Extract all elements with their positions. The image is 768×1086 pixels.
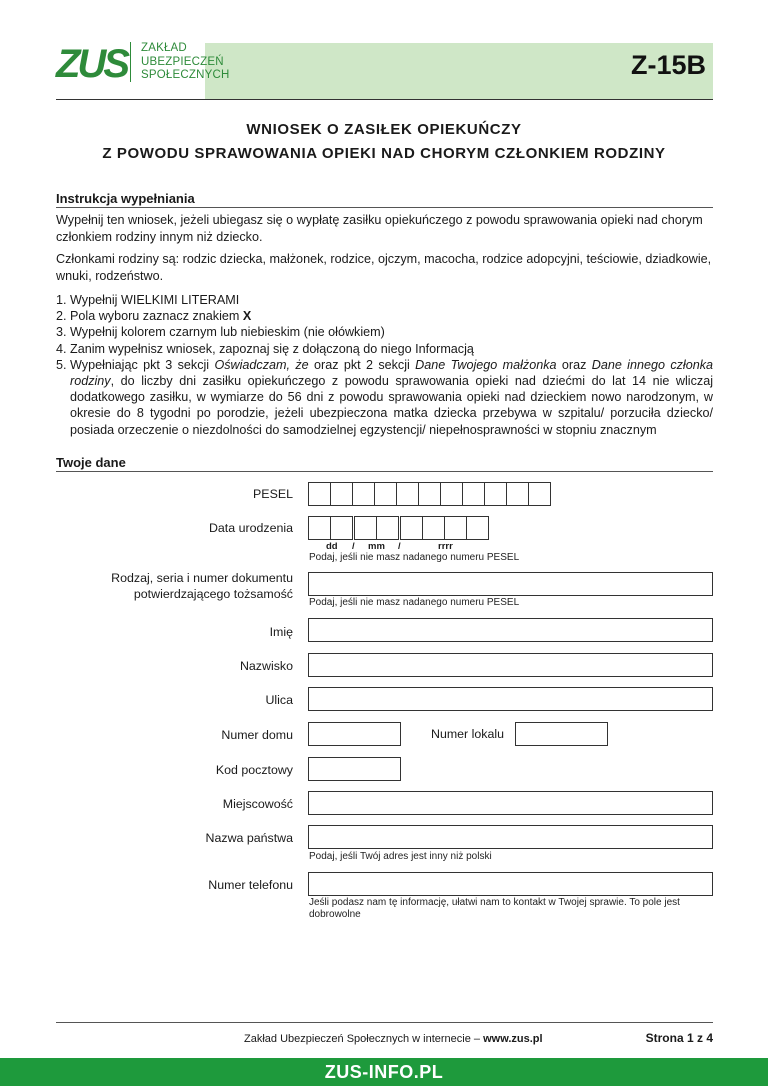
instructions-divider: [56, 207, 713, 208]
pesel-digit-cell[interactable]: [506, 482, 529, 506]
svg-text:ZUS: ZUS: [56, 42, 127, 86]
your-data-divider: [56, 471, 713, 472]
step-1: [56, 292, 713, 308]
city-label: Miejscowość: [222, 797, 293, 811]
step-text: Wypełnij kolorem czarnym lub niebieskim (nie ołówkiem): [70, 325, 385, 340]
date-format-mm: mm: [368, 541, 385, 552]
logo-text: [141, 42, 229, 83]
phone-label: Numer telefonu: [208, 878, 293, 892]
date-format-separator: /: [398, 541, 401, 552]
your-data-heading: Twoje dane: [56, 455, 126, 470]
id-document-input[interactable]: [308, 572, 713, 596]
id-document-label-line-2: potwierdzającego tożsamość: [133, 587, 293, 601]
instructions-paragraph-2: Członkami rodziny są: rodzic dziecka, małżonek, rodzice, ojczym, macocha, rodzice adopcyjni, teściowie, dziadkowie, wnuki, rodzeństwo.: [56, 252, 712, 283]
pesel-input[interactable]: [308, 482, 550, 506]
pesel-digit-cell[interactable]: [440, 482, 463, 506]
step-text: , do liczby dni zasiłku opiekuńczego z powodu sprawowania opieki nad dziećmi do lat 14 nie wliczaj dodatkowego zasiłku, w wymiarze do 56 dni z powodu sprawowania opieki nad dzieckiem nowo narodzonym, w okresie do 8 tygodni po porodzie, jeżeli ubezpieczona matka dziecka przebywa w szpitalu/ porzuciła dziecko/ posiada orzeczenie o niezdolności do samodzielnej egzystencji/ niepełnosprawności w stopniu znacznym: [70, 374, 713, 437]
instructions-heading: Instrukcja wypełniania: [56, 191, 195, 206]
header-divider: [56, 99, 713, 100]
logo-line-1: ZAKŁAD: [141, 42, 187, 54]
form-title-line-2: Z POWODU SPRAWOWANIA OPIEKI NAD CHORYM CZŁONKIEM RODZINY: [102, 145, 666, 162]
surname-label: Nazwisko: [239, 659, 293, 673]
form-title-line-1: WNIOSEK O ZASIŁEK OPIEKUŃCZY: [246, 121, 522, 138]
footer-text: [244, 1033, 543, 1045]
birth-year-cell[interactable]: [466, 516, 489, 540]
pesel-digit-cell[interactable]: [396, 482, 419, 506]
pesel-digit-cell[interactable]: [330, 482, 353, 506]
logo-divider: [130, 42, 131, 82]
id-document-label-line-1: Rodzaj, seria i numer dokumentu: [111, 571, 293, 585]
step-number: 1.: [56, 293, 67, 307]
step-5: [56, 357, 713, 438]
phone-hint-line-2: dobrowolne: [309, 909, 361, 920]
flat-number-label: Numer lokalu: [431, 727, 504, 741]
birth-date-hint: Podaj, jeśli nie masz nadanego numeru PESEL: [309, 552, 520, 563]
birth-year-cell[interactable]: [444, 516, 467, 540]
step-text-italic: Dane Twojego małżonka: [415, 357, 557, 372]
pesel-digit-cell[interactable]: [308, 482, 331, 506]
logo-line-2: UBEZPIECZEŃ: [141, 55, 224, 68]
id-document-hint: Podaj, jeśli nie masz nadanego numeru PESEL: [309, 597, 520, 608]
birth-month-cell[interactable]: [354, 516, 377, 540]
birth-month-cell[interactable]: [376, 516, 399, 540]
footer-divider: [56, 1022, 713, 1023]
zus-logo-icon: [56, 41, 127, 86]
first-name-input[interactable]: [308, 618, 713, 642]
step-text: Zanim wypełnisz wniosek, zapoznaj się z dołączoną do niego Informacją: [70, 341, 474, 356]
flat-number-input[interactable]: [515, 722, 608, 746]
pesel-digit-cell[interactable]: [528, 482, 551, 506]
page-number: Strona 1 z 4: [645, 1031, 713, 1045]
step-2: [56, 308, 713, 324]
watermark-banner: ZUS-INFO.PL: [0, 1058, 768, 1086]
footer-url-link[interactable]: www.zus.pl: [483, 1033, 543, 1045]
instructions-paragraph-1: Wypełnij ten wniosek, jeżeli ubiegasz się o wypłatę zasiłku opiekuńczego z powodu sprawowania opieki nad chorym członkiem rodziny innym niż dziecko.: [56, 213, 703, 244]
birth-day-cell[interactable]: [330, 516, 353, 540]
step-text: Wypełniając pkt 3 sekcji: [70, 357, 215, 372]
postcode-input[interactable]: [308, 757, 401, 781]
phone-hint: [309, 897, 680, 921]
pesel-digit-cell[interactable]: [374, 482, 397, 506]
birth-year-cell[interactable]: [422, 516, 445, 540]
country-input[interactable]: [308, 825, 713, 849]
country-hint: Podaj, jeśli Twój adres jest inny niż polski: [309, 851, 492, 862]
step-text: oraz pkt 2 sekcji: [308, 357, 416, 372]
instructions-steps: [56, 292, 713, 438]
pesel-digit-cell[interactable]: [352, 482, 375, 506]
step-4: [56, 341, 713, 357]
date-format-yyyy: rrrr: [438, 541, 453, 552]
logo-line-3: SPOŁECZNYCH: [141, 69, 230, 81]
date-format-separator: /: [352, 541, 355, 552]
step-text-italic: Oświadczam, że: [214, 357, 309, 372]
step-text: oraz: [556, 357, 592, 372]
phone-hint-line-1: Jeśli podasz nam tę informację, ułatwi nam to kontakt w Twojej sprawie. To pole jest: [309, 897, 680, 908]
step-mark: X: [242, 309, 252, 324]
step-number: 5.: [56, 357, 67, 372]
step-text: Wypełnij WIELKIMI LITERAMI: [70, 293, 240, 307]
form-code: Z-15B: [630, 50, 706, 80]
pesel-label: PESEL: [253, 487, 293, 501]
step-number: 4.: [56, 341, 67, 356]
country-label: Nazwa państwa: [205, 831, 293, 845]
pesel-digit-cell[interactable]: [418, 482, 441, 506]
house-number-label: Numer domu: [221, 728, 293, 742]
city-input[interactable]: [308, 791, 713, 815]
step-number: 3.: [56, 325, 67, 340]
postcode-label: Kod pocztowy: [215, 763, 293, 777]
surname-input[interactable]: [308, 653, 713, 677]
id-document-label: [111, 570, 293, 602]
house-number-input[interactable]: [308, 722, 401, 746]
birth-date-input[interactable]: [308, 516, 488, 540]
pesel-digit-cell[interactable]: [484, 482, 507, 506]
birth-day-cell[interactable]: [308, 516, 331, 540]
step-number: 2.: [56, 309, 67, 324]
street-label: Ulica: [265, 693, 293, 707]
date-format-dd: dd: [326, 541, 338, 552]
phone-input[interactable]: [308, 872, 713, 896]
birth-year-cell[interactable]: [400, 516, 423, 540]
footer-caption: Zakład Ubezpieczeń Społecznych w internecie –: [244, 1033, 484, 1045]
first-name-label: Imię: [269, 625, 293, 639]
step-text: Pola wyboru zaznacz znakiem: [70, 309, 243, 324]
step-text-italic: Dane innego członka rodziny: [70, 357, 714, 389]
step-3: [56, 324, 713, 340]
street-input[interactable]: [308, 687, 713, 711]
pesel-digit-cell[interactable]: [462, 482, 485, 506]
birth-date-label: Data urodzenia: [208, 521, 293, 535]
